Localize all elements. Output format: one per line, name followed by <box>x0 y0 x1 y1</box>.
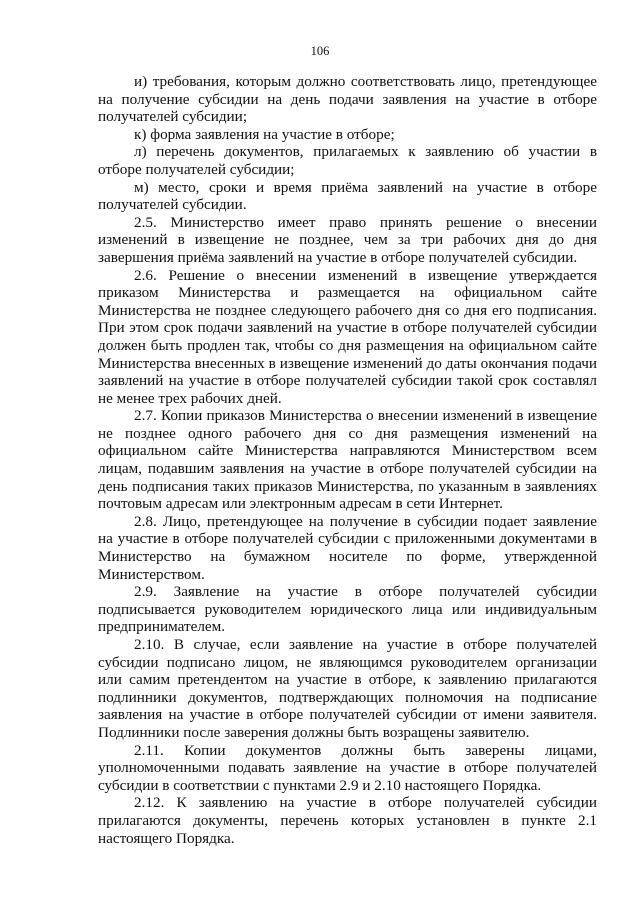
paragraph-item-i: и) требования, которым должно соответствовать лицо, претендующее на получение субсидии на день подачи заявления на участие в отборе получателей субсидии; <box>98 73 597 126</box>
document-body <box>98 73 597 847</box>
page-number: 106 <box>310 44 330 58</box>
paragraph-2-6: 2.6. Решение о внесении изменений в извещение утверждается приказом Министерства и размещается на официальном сайте Министерства не позднее следующего рабочего дня со дня его подписания. При этом срок подачи заявлений на участие в отборе получателей субсидии должен быть продлен так, чтобы со дня размещения на официальном сайте Министерства внесенных в извещение изменений до даты окончания подачи заявлений на участие в отборе получателей субсидии такой срок составлял не менее трех рабочих дней. <box>98 266 597 407</box>
paragraph-item-m: м) место, сроки и время приёма заявлений на участие в отборе получателей субсидии. <box>98 178 597 214</box>
paragraph-item-l: л) перечень документов, прилагаемых к заявлению об участии в отборе получателей субсидии; <box>98 143 597 178</box>
paragraph-2-7: 2.7. Копии приказов Министерства о внесении изменений в извещение не позднее одного рабочего дня со дня размещения изменений на официальном сайте Министерства направляются Министерством всем лицам, подавшим заявления на участие в отборе получателей субсидии на день подписания таких приказов Министерства, по указанным в заявлениях почтовым адресам или электронным адресам в сети Интернет. <box>98 407 597 513</box>
paragraph-2-12: 2.12. К заявлению на участие в отборе получателей субсидии прилагаются документы, перечень которых установлен в пункте 2.1 настоящего Порядка. <box>98 794 597 847</box>
paragraph-2-5: 2.5. Министерство имеет право принять решение о внесении изменений в извещение не позднее, чем за три рабочих дня до дня завершения приёма заявлений на участие в отборе получателей субсидии. <box>98 213 597 266</box>
paragraph-item-k: к) форма заявления на участие в отборе; <box>134 125 395 143</box>
paragraph-2-11: 2.11. Копии документов должны быть заверены лицами, уполномоченными подавать заявление на участие в отборе получателей субсидии в соответствии с пунктами 2.9 и 2.10 настоящего Порядка. <box>98 741 597 794</box>
paragraph-2-9: 2.9. Заявление на участие в отборе получателей субсидии подписывается руководителем юридического лица или индивидуальным предпринимателем. <box>98 583 597 636</box>
paragraph-2-10: 2.10. В случае, если заявление на участие в отборе получателей субсидии подписано лицом, не являющимся руководителем организации или самим претендентом на участие в отборе, к заявлению прилагаются подлинники документов, подтверждающих полномочия на подписание заявления на участие в отборе получателей субсидии от имени заявителя. Подлинники после заверения должны быть возращены заявителю. <box>98 636 597 741</box>
paragraph-2-8: 2.8. Лицо, претендующее на получение в субсидии подает заявление на участие в отборе получателей субсидии с приложенными документами в Министерство на бумажном носителе по форме, утвержденной Министерством. <box>98 512 597 583</box>
